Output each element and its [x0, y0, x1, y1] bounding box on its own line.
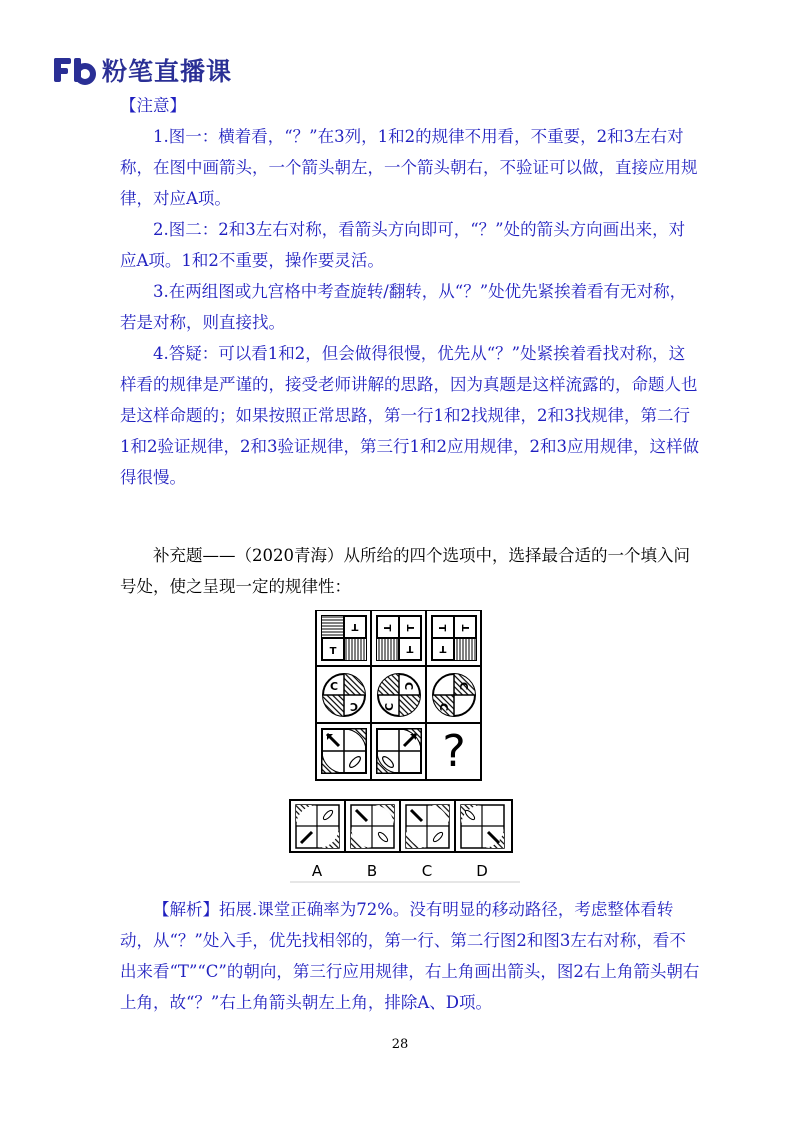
svg-text:T: T	[329, 646, 337, 657]
svg-text:C: C	[349, 700, 359, 713]
puzzle-grid	[316, 610, 481, 780]
options-row	[290, 800, 520, 882]
analysis-paragraph	[120, 894, 700, 1018]
option-b-figure	[351, 805, 394, 848]
option-a-figure	[296, 805, 339, 848]
svg-text:T: T	[351, 621, 359, 632]
puzzle-figure	[0, 610, 800, 890]
svg-text:T: T	[406, 624, 417, 632]
row1-cell3	[432, 616, 476, 660]
svg-text:C: C	[437, 702, 450, 712]
option-b-label: B	[366, 862, 378, 880]
svg-text:T: T	[461, 624, 472, 632]
row2-cell3	[433, 674, 475, 716]
question-section	[120, 540, 700, 602]
option-c-figure	[406, 805, 449, 848]
analysis-text: 拓展.课堂正确率为72%。没有明显的移动路径，考虑整体看转动，从“？”处入手，优先找相邻的，第一行、第二行图2和图3左右对称，看不出来看“T”“C”的朝向，第三行应用规律，右上角画出箭头，图2右上角箭头朝右上角，故“？”右上角箭头朝左上角，排除A、D项。	[120, 900, 700, 1012]
notes-heading: 【注意】	[120, 96, 186, 115]
svg-text:T: T	[436, 624, 447, 632]
note-item-1: 1.图一：横着看，“？”在3列，1和2的规律不用看，不重要，2和3左右对称，在图中画箭头，一个箭头朝左，一个箭头朝右，不验证可以做，直接应用规律，对应A项。	[120, 127, 698, 208]
question-mark: ?	[442, 726, 466, 777]
svg-text:C: C	[457, 681, 470, 691]
note-item-3: 3.在两组图或九宫格中考查旋转/翻转，从“？”处优先紧挨着看有无对称，若是对称，则直接找。	[120, 282, 687, 332]
row1-cell1	[322, 616, 366, 660]
row2-cell2	[378, 674, 420, 716]
row2-cell1	[323, 674, 365, 716]
notes-section	[120, 90, 700, 493]
svg-text:T: T	[381, 624, 392, 632]
svg-text:C: C	[383, 702, 396, 712]
row1-cell2	[377, 616, 421, 660]
logo-text: 粉笔直播课	[102, 57, 233, 86]
option-d-label: D	[476, 862, 488, 880]
svg-text:T: T	[406, 643, 414, 654]
option-c-label: C	[421, 862, 433, 880]
row3-cell2	[377, 729, 421, 773]
analysis-label: 【解析】	[153, 900, 219, 919]
option-a-label: A	[311, 862, 323, 880]
header-logo	[52, 52, 232, 88]
note-item-2: 2.图二：2和3左右对称，看箭头方向即可，“？”处的箭头方向画出来，对应A项。1和2不重要，操作要灵活。	[120, 220, 686, 270]
analysis-section	[120, 894, 700, 1018]
svg-text:C: C	[402, 681, 415, 691]
svg-text:T: T	[439, 643, 447, 654]
row3-cell1	[322, 729, 366, 773]
fb-logo-icon	[52, 55, 96, 85]
option-d-figure	[461, 805, 504, 848]
svg-text:C: C	[329, 680, 339, 693]
question-text: 补充题——（2020青海）从所给的四个选项中，选择最合适的一个填入问号处，使之呈现一定的规律性：	[120, 546, 690, 596]
note-item-4: 4.答疑：可以看1和2，但会做得很慢，优先从“？”处紧挨着看找对称，这样看的规律是严谨的，接受老师讲解的思路，因为真题是这样流露的，命题人也是这样命题的；如果按照正常思路，第一行1和2找规律，2和3找规律，第二行1和2验证规律，2和3验证规律，第三行1和2应用规律，2和3应用规律，这样做得很慢。	[120, 344, 699, 487]
page-number: 28	[391, 1037, 409, 1052]
